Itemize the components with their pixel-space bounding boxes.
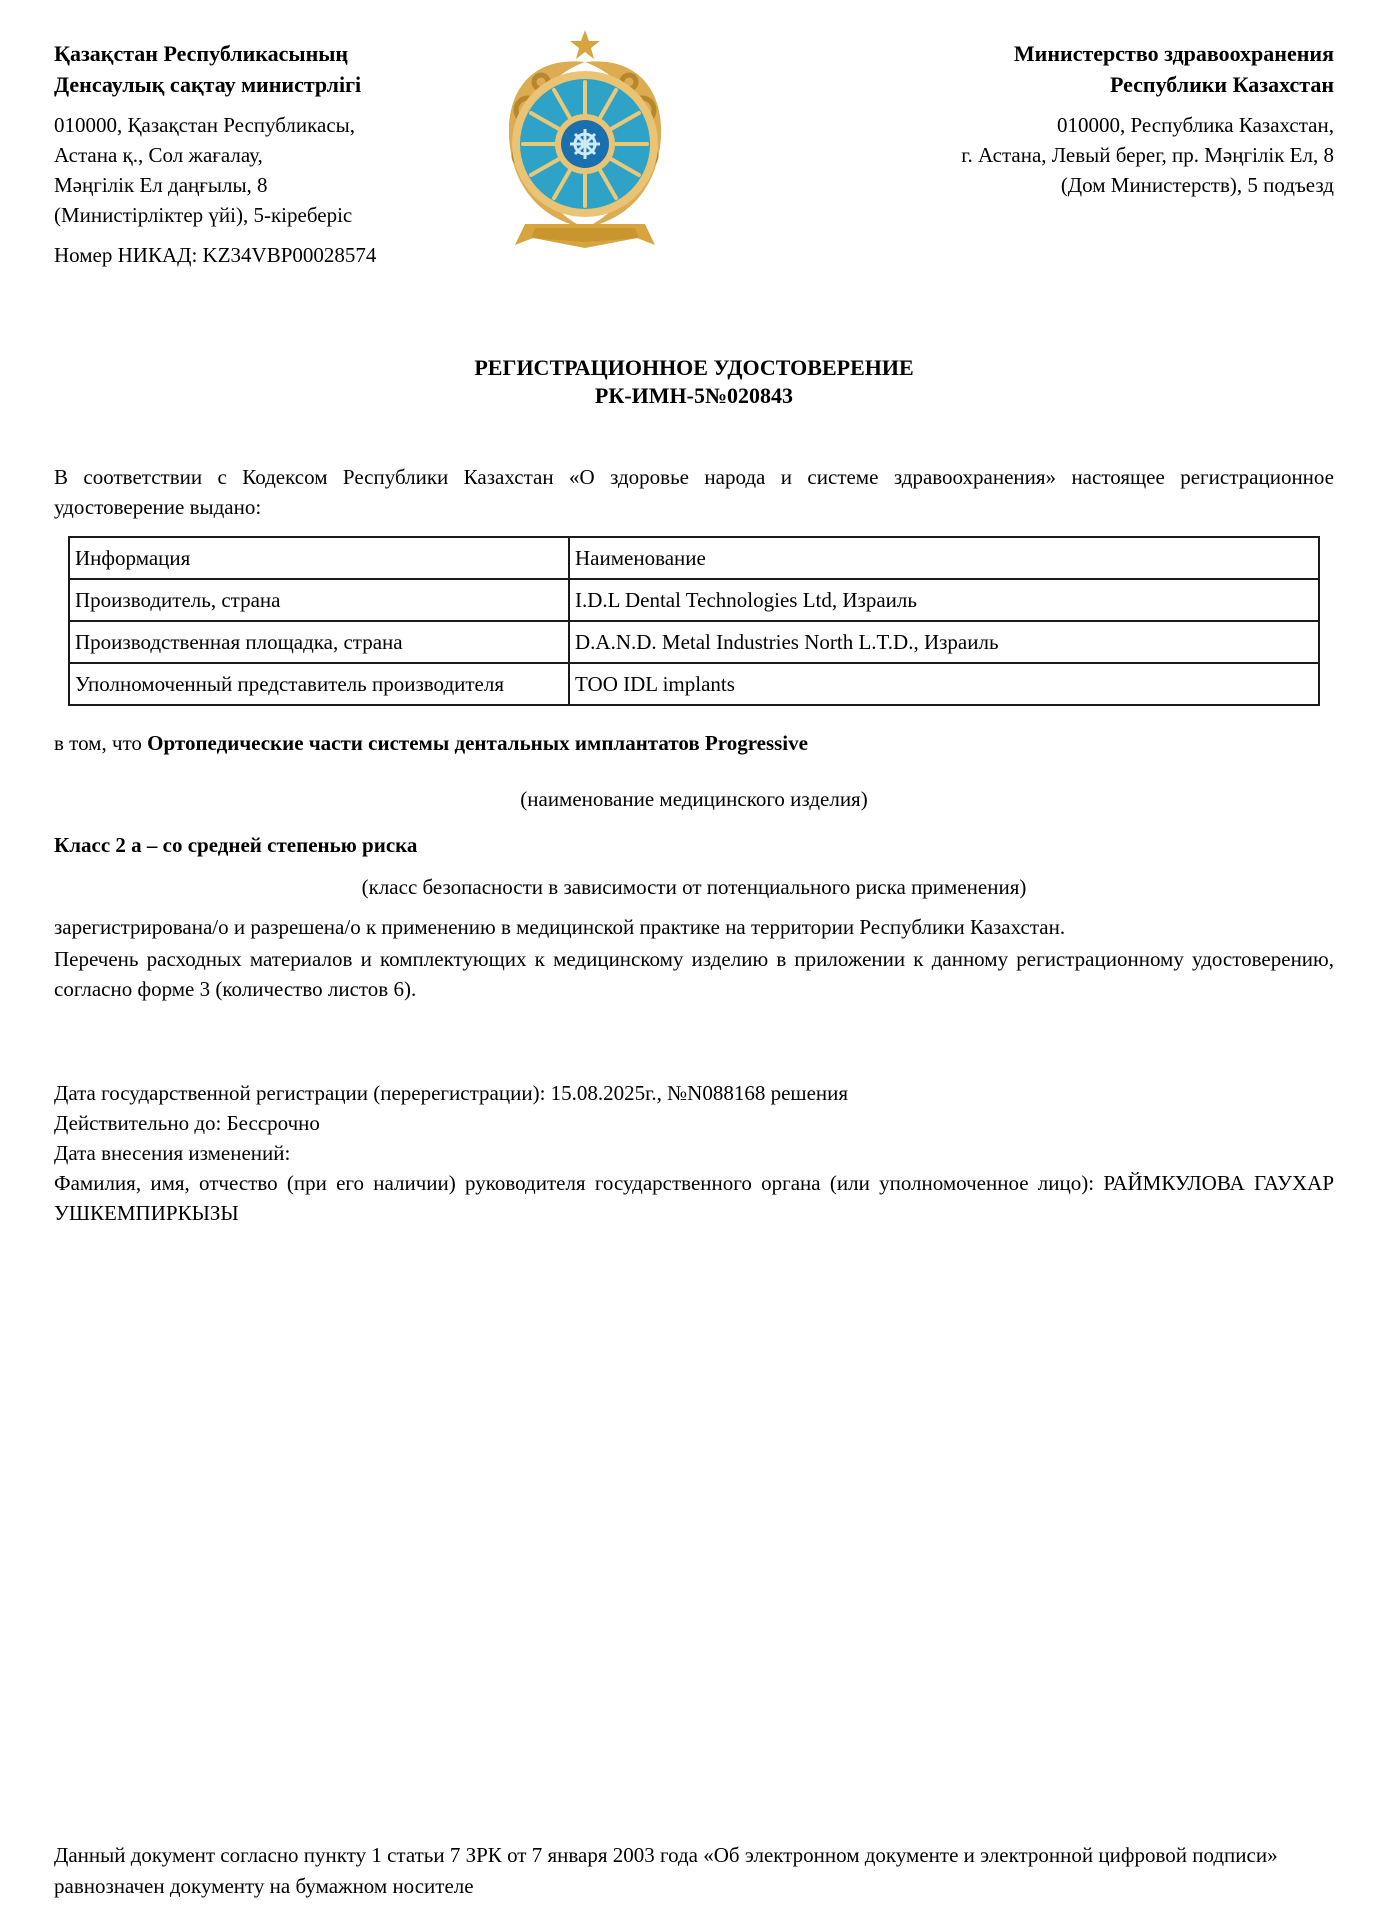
document-title-block <box>54 354 1334 410</box>
ministry-address-ru <box>716 110 1334 200</box>
official-name-line: Фамилия, имя, отчество (при его наличии) руководителя государственного органа (или уполномоченное лицо): РАЙМКУЛОВА ГАУХАР УШКЕМПИРКЫЗЫ <box>54 1171 1334 1225</box>
ministry-address-ru-line: 010000, Республика Казахстан, <box>1057 113 1334 137</box>
ministry-name-kz-line2: Денсаулық сақтау министрлігі <box>54 72 362 97</box>
table-row <box>69 621 1319 663</box>
device-statement <box>54 728 1334 758</box>
table-cell-value: ТОО IDL implants <box>569 663 1319 705</box>
kazakhstan-state-emblem-icon <box>495 28 675 252</box>
document-header <box>54 28 1334 270</box>
registration-info-block <box>54 1078 1334 1228</box>
ministry-address-kz-line: 010000, Қазақстан Республикасы, <box>54 113 356 137</box>
emblem-container <box>454 28 716 252</box>
device-name: Ортопедические части системы дентальных имплантатов Progressive <box>147 731 808 755</box>
ministry-address-kz-line: Мәңгілік Ел даңғылы, 8 <box>54 173 268 197</box>
ministry-address-ru-line: г. Астана, Левый берег, пр. Мәңгілік Ел, 8 <box>961 143 1334 167</box>
risk-class: Класс 2 а – со средней степенью риска <box>54 833 418 857</box>
changes-date-line: Дата внесения изменений: <box>54 1141 291 1165</box>
device-statement-prefix: в том, что <box>54 731 148 755</box>
ministry-block-kz <box>54 28 454 270</box>
validity-line: Действительно до: Бессрочно <box>54 1111 320 1135</box>
risk-caption: (класс безопасности в зависимости от потенциального риска применения) <box>361 875 1027 899</box>
nikad-number: Номер НИКАД: KZ34VBP00028574 <box>54 243 377 267</box>
table-header-row <box>69 537 1319 579</box>
ministry-address-kz <box>54 110 454 230</box>
table-cell-value: I.D.L Dental Technologies Ltd, Израиль <box>569 579 1319 621</box>
table-cell-label: Производственная площадка, страна <box>69 621 569 663</box>
ministry-name-kz-line1: Қазақстан Республикасының <box>54 41 349 66</box>
ministry-address-ru-line: (Дом Министерств), 5 подъезд <box>1060 173 1334 197</box>
device-caption: (наименование медицинского изделия) <box>520 787 868 811</box>
table-header-info: Информация <box>69 537 569 579</box>
certificate-number: РК-ИМН-5№020843 <box>594 383 794 408</box>
ministry-block-ru <box>716 28 1334 200</box>
table-cell-label: Уполномоченный представитель производителя <box>69 663 569 705</box>
ministry-address-kz-line: (Министірліктер үйі), 5-кіреберіс <box>54 203 353 227</box>
table-cell-label: Производитель, страна <box>69 579 569 621</box>
ministry-address-kz-line: Астана қ., Сол жағалау, <box>54 143 263 167</box>
ministry-name-ru <box>716 38 1334 100</box>
registration-date-line: Дата государственной регистрации (перерегистрации): 15.08.2025г., №N088168 решения <box>54 1081 849 1105</box>
attachments-statement: Перечень расходных материалов и комплектующих к медицинскому изделию в приложении к данному регистрационному удостоверению, согласно форме 3 (количество листов 6). <box>54 947 1334 1001</box>
ministry-name-ru-line2: Республики Казахстан <box>1109 72 1334 97</box>
registration-table <box>68 536 1320 706</box>
table-header-name: Наименование <box>569 537 1319 579</box>
ministry-name-ru-line1: Министерство здравоохранения <box>1013 41 1334 66</box>
document-title: РЕГИСТРАЦИОННОЕ УДОСТОВЕРЕНИЕ <box>474 355 914 380</box>
registration-statement: зарегистрирована/о и разрешена/о к применению в медицинской практике на территории Республики Казахстан. <box>54 915 1066 939</box>
ministry-name-kz <box>54 38 454 100</box>
table-row <box>69 663 1319 705</box>
legal-footer: Данный документ согласно пункту 1 статьи 7 ЗРК от 7 января 2003 года «Об электронном документе и электронной цифровой подписи» равнозначен документу на бумажном носителе <box>54 1843 1278 1898</box>
intro-paragraph: В соответствии с Кодексом Республики Казахстан «О здоровье народа и системе здравоохранения» настоящее регистрационное удостоверение выдано: <box>54 465 1334 519</box>
table-row <box>69 579 1319 621</box>
table-cell-value: D.A.N.D. Metal Industries North L.T.D., Израиль <box>569 621 1319 663</box>
